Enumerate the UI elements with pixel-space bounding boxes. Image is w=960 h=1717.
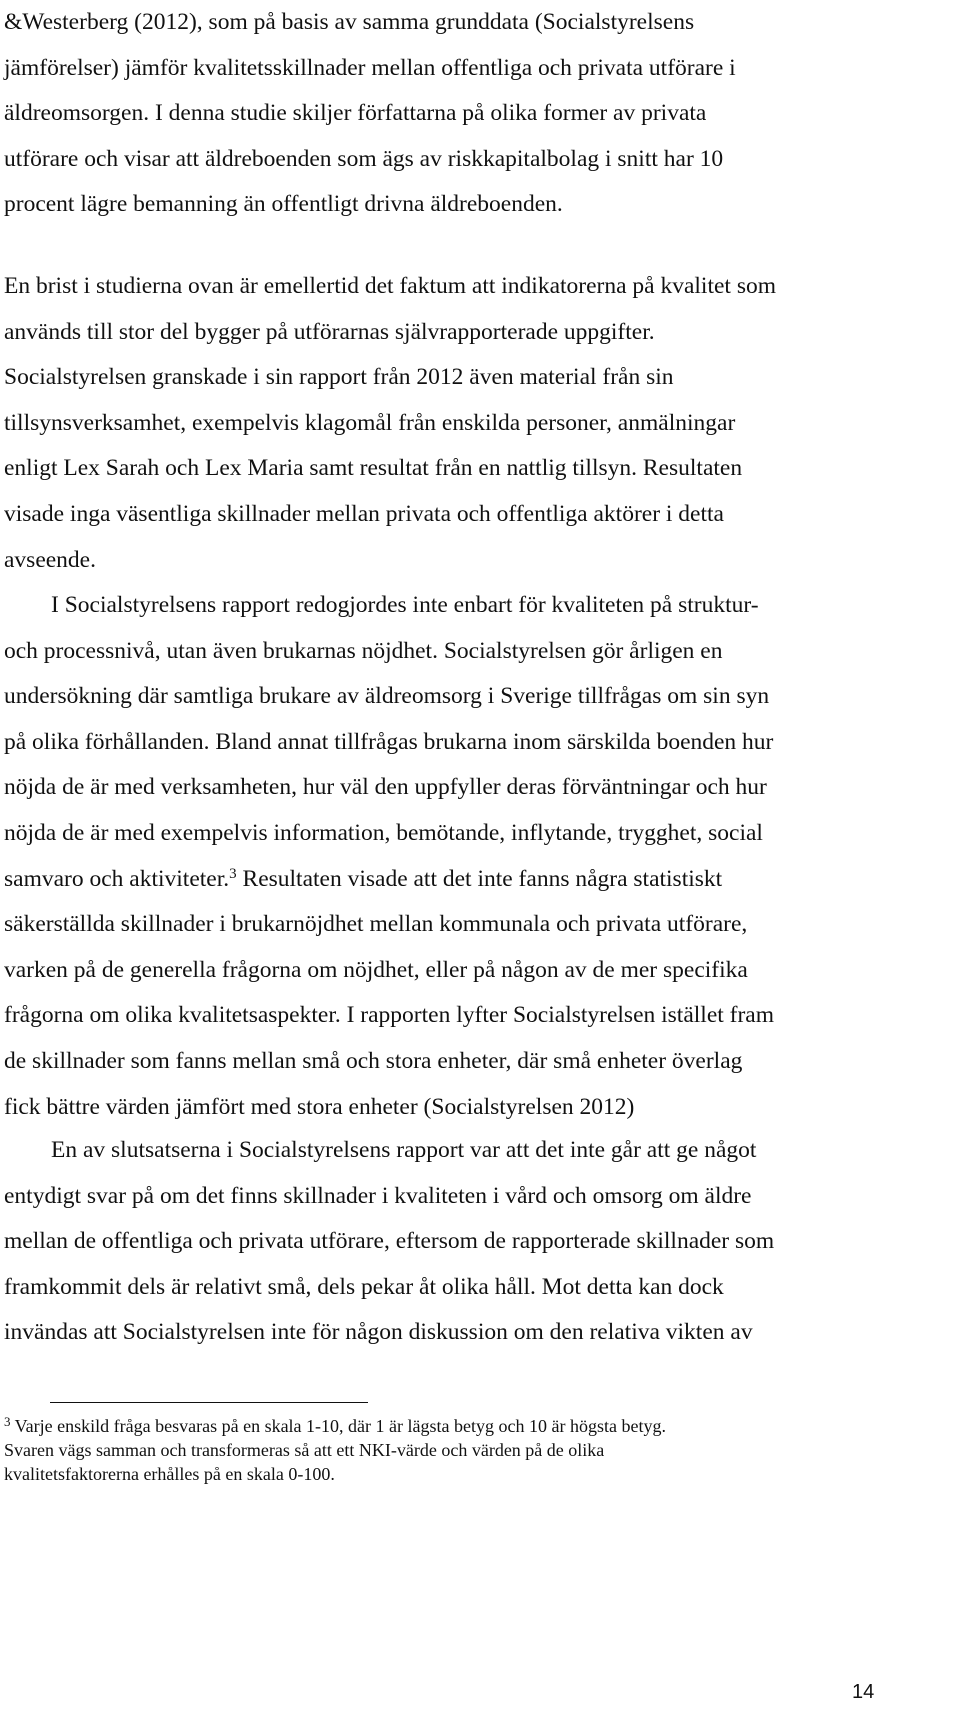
footnote-line xyxy=(4,1414,884,1438)
footnote-line: kvalitetsfaktorerna erhålles på en skala 0-100. xyxy=(4,1464,335,1484)
text-line: I Socialstyrelsens rapport redogjordes inte enbart för kvaliteten på struktur- xyxy=(51,592,759,618)
text-line: En brist i studierna ovan är emellertid det faktum att indikatorerna på kvalitet som xyxy=(4,273,777,299)
text-line: En av slutsatserna i Socialstyrelsens rapport var att det inte går att ge något xyxy=(51,1137,757,1163)
text-line: &Westerberg (2012), som på basis av samma grunddata (Socialstyrelsens xyxy=(4,9,695,35)
text-line: nöjda de är med exempelvis information, bemötande, inflytande, trygghet, social xyxy=(4,819,763,846)
text-line: Socialstyrelsen granskade i sin rapport från 2012 även material från sin xyxy=(4,364,674,391)
text-line: säkerställda skillnader i brukarnöjdhet mellan kommunala och privata utförare, xyxy=(4,911,748,938)
text-segment: Resultaten visade att det inte fanns några statistiskt xyxy=(236,865,723,892)
footnote-line: Svaren vägs samman och transformeras så att ett NKI-värde och värden på de olika xyxy=(4,1440,605,1460)
footnote-reference[interactable]: 3 xyxy=(229,865,237,882)
text-line: visade inga väsentliga skillnader mellan privata och offentliga aktörer i detta xyxy=(4,500,724,527)
text-line: används till stor del bygger på utförarnas självrapporterade uppgifter. xyxy=(4,318,655,345)
text-segment: Varje enskild fråga besvaras på en skala 1-10, där 1 är lägsta betyg och 10 är högsta betyg. xyxy=(10,1416,666,1436)
text-line: utförare och visar att äldreboenden som ägs av riskkapitalbolag i snitt har 10 xyxy=(4,145,724,172)
text-line: enligt Lex Sarah och Lex Maria samt resultat från en nattlig tillsyn. Resultaten xyxy=(4,455,743,482)
text-segment: samvaro och aktiviteter. xyxy=(4,865,230,892)
text-line: fick bättre värden jämfört med stora enheter (Socialstyrelsen 2012) xyxy=(4,1093,635,1120)
text-line: tillsynsverksamhet, exempelvis klagomål från enskilda personer, anmälningar xyxy=(4,409,736,436)
text-line: frågorna om olika kvalitetsaspekter. I rapporten lyfter Socialstyrelsen istället fram xyxy=(4,1002,775,1029)
paragraph-conclusions xyxy=(4,1128,884,1356)
text-line: mellan de offentliga och privata utförare, eftersom de rapporterade skillnader som xyxy=(4,1228,775,1255)
text-line: och processnivå, utan även brukarnas nöjdhet. Socialstyrelsen gör årligen en xyxy=(4,637,723,664)
text-line: invändas att Socialstyrelsen inte för någon diskussion om den relativa vikten av xyxy=(4,1319,753,1346)
text-line: varken på de generella frågorna om nöjdhet, eller på någon av de mer specifika xyxy=(4,956,748,983)
text-line xyxy=(4,857,884,903)
footnote-separator xyxy=(50,1402,368,1403)
text-line: på olika förhållanden. Bland annat tillfrågas brukarna inom särskilda boenden hur xyxy=(4,728,774,755)
text-line: entydigt svar på om det finns skillnader i kvaliteten i vård och omsorg om äldre xyxy=(4,1182,752,1209)
page-number: 14 xyxy=(852,1681,875,1703)
text-line: jämförelser) jämför kvalitetsskillnader mellan offentliga och privata utförare i xyxy=(4,54,736,81)
footnote xyxy=(4,1414,884,1486)
text-line: undersökning där samtliga brukare av äldreomsorg i Sverige tillfrågas om sin syn xyxy=(4,683,770,710)
text-line: nöjda de är med verksamheten, hur väl den uppfyller deras förväntningar och hur xyxy=(4,774,767,801)
text-line: procent lägre bemanning än offentligt drivna äldreboenden. xyxy=(4,191,563,218)
text-line: de skillnader som fanns mellan små och stora enheter, där små enheter överlag xyxy=(4,1047,743,1074)
paragraph-study-limitations xyxy=(4,264,884,583)
footnote-number: 3 xyxy=(4,1414,11,1429)
text-line: äldreomsorgen. I denna studie skiljer författarna på olika former av privata xyxy=(4,100,707,127)
text-line: avseende. xyxy=(4,546,96,573)
paragraph-continuation xyxy=(4,0,884,228)
text-line: framkommit dels är relativt små, dels pekar åt olika håll. Mot detta kan dock xyxy=(4,1273,724,1300)
paragraph-user-satisfaction xyxy=(4,583,884,1130)
